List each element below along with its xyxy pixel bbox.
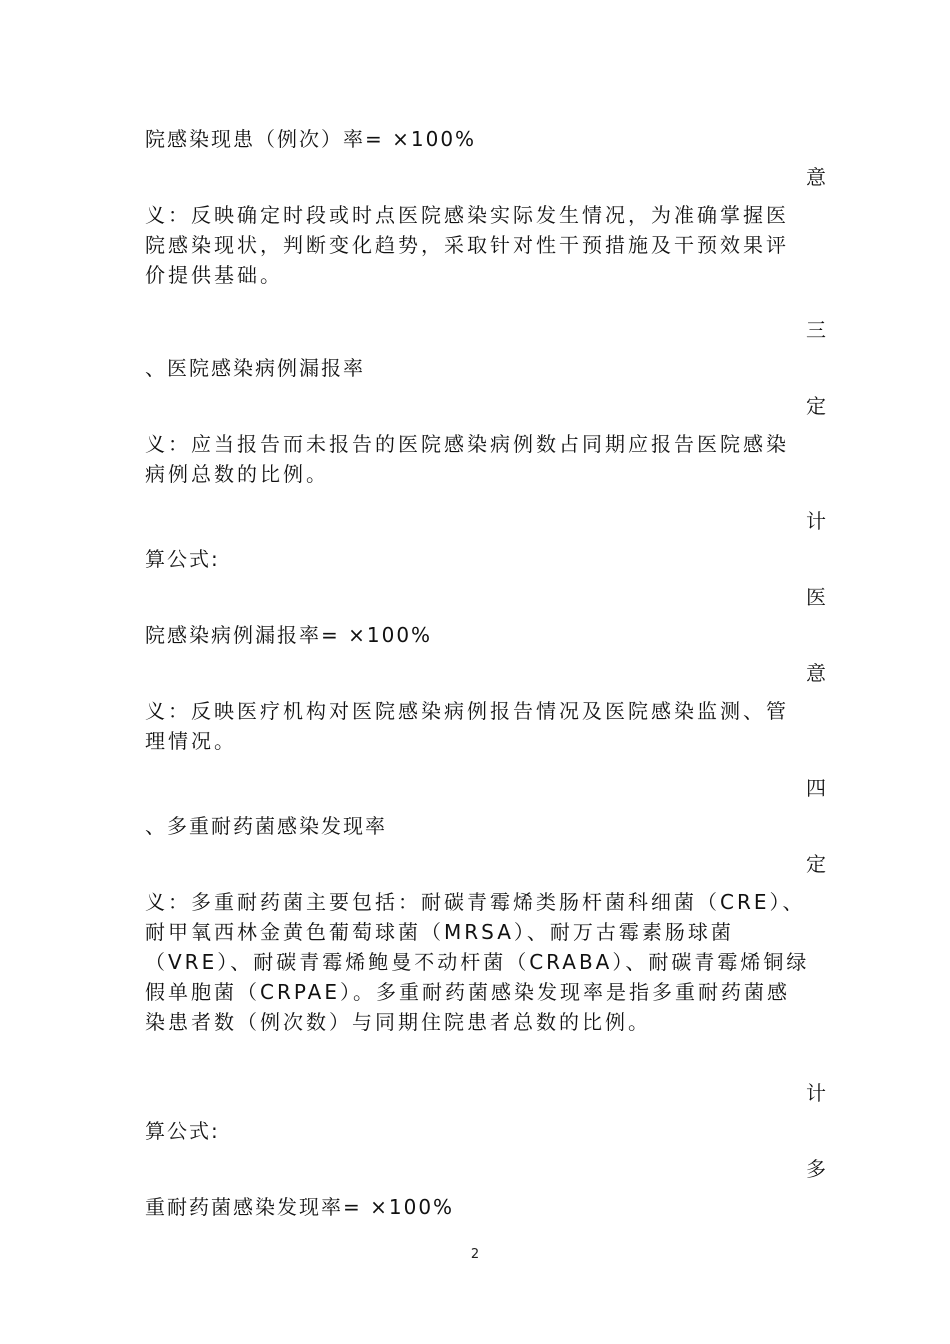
paragraph-definition-4: 义：多重耐药菌主要包括：耐碳青霉烯类肠杆菌科细菌（CRE）、耐甲氧西林金黄色葡萄球菌（MRSA）、耐万古霉素肠球菌（VRE）、耐碳青霉烯鲍曼不动杆菌（CRABA）、耐碳青霉烯铜绿假单胞菌（CRPAE）。多重耐药菌感染发现率是指多重耐药菌感染患者数（例次数）与同期住院患者总数的比例。 bbox=[145, 890, 810, 1034]
line-end-char: 定 bbox=[806, 852, 826, 876]
line-end-char: 定 bbox=[806, 394, 826, 418]
line-end-char: 医 bbox=[806, 585, 826, 609]
line-end-char: 计 bbox=[806, 1081, 826, 1105]
line-end-char: 多 bbox=[806, 1157, 826, 1181]
formula-label-4: 算公式: bbox=[145, 1119, 220, 1143]
page-number: 2 bbox=[470, 1247, 480, 1262]
paragraph-definition-3: 义：应当报告而未报告的医院感染病例数占同期应报告医院感染病例总数的比例。 bbox=[145, 432, 789, 486]
paragraph-significance-1: 义：反映确定时段或时点医院感染实际发生情况，为准确掌握医院感染现状，判断变化趋势，采取针对性干预措施及干预效果评价提供基础。 bbox=[145, 203, 789, 287]
formula-label-3: 算公式: bbox=[145, 547, 220, 571]
line-end-char: 计 bbox=[806, 509, 826, 533]
line-end-char: 意 bbox=[806, 661, 826, 685]
section-heading-4: 、多重耐药菌感染发现率 bbox=[145, 814, 387, 838]
line-end-char: 三 bbox=[806, 318, 826, 342]
formula-mdro-rate: 重耐药菌感染发现率= ×100% bbox=[145, 1195, 455, 1219]
line-end-char: 意 bbox=[806, 165, 826, 189]
formula-underreport-rate: 院感染病例漏报率= ×100% bbox=[145, 623, 433, 647]
formula-current-infection-rate: 院感染现患（例次）率= ×100% bbox=[145, 127, 477, 151]
paragraph-significance-3: 义：反映医疗机构对医院感染病例报告情况及医院感染监测、管理情况。 bbox=[145, 699, 789, 753]
section-heading-3: 、医院感染病例漏报率 bbox=[145, 356, 365, 380]
line-end-char: 四 bbox=[806, 776, 826, 800]
